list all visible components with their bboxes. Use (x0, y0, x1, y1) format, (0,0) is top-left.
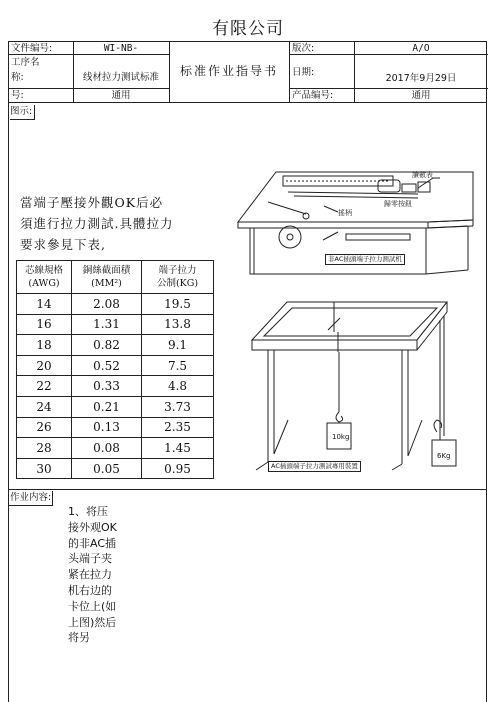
table-row: 24 0.21 3.73 (17, 396, 214, 417)
diagram-label: 图示: (10, 105, 35, 120)
note-line-1: 當端子壓接外觀OK后必 (20, 195, 164, 210)
header-area: 銅絲截面積 (MM²) (72, 261, 142, 294)
pull-test-note (20, 192, 173, 255)
model-value: 通用 (111, 90, 131, 101)
table-row: 22 0.33 4.8 (17, 376, 214, 397)
header-force: 端子拉力 公制(KG) (142, 261, 214, 294)
process-label-1: 工序名 (11, 57, 40, 68)
pull-force-table (16, 260, 214, 479)
table-row: 14 2.08 19.5 (17, 294, 214, 315)
ac-test-stand-label: AC插頭端子拉力測試專用裝置 (268, 461, 361, 472)
doc-no-value: WI-NB- (103, 43, 139, 54)
version-label: 版次: (292, 43, 315, 54)
note-line-3: 要求參見下表, (20, 237, 106, 252)
date-label: 日期: (292, 67, 315, 78)
product-value: 通用 (411, 90, 431, 101)
document-header (8, 41, 487, 103)
zero-button-label: 歸零按鈕 (384, 200, 412, 208)
header-awg: 芯線規格 (AWG) (17, 261, 72, 294)
table-row: 26 0.13 2.35 (17, 417, 214, 438)
table-row: 20 0.52 7.5 (17, 355, 214, 376)
lever-label: 搖柄 (338, 209, 352, 217)
work-content-text: 1、将压接外观OK的非AC插头端子夹紧在拉力机右边的卡位上(如上图)然后将另 (68, 505, 117, 645)
doc-no-label: 文件编号: (11, 43, 53, 54)
work-content-label: 作业内容: (9, 491, 53, 506)
process-label-2: 称: (11, 72, 24, 83)
table-row: 28 0.08 1.45 (17, 438, 214, 459)
table-row: 18 0.82 9.1 (17, 335, 214, 356)
table-row: 16 1.31 13.8 (17, 314, 214, 335)
process-value: 线材拉力测试标准 (82, 72, 159, 83)
table-header-row (17, 261, 214, 294)
pull-test-machine-label: 非AC插頭端子拉力測試机 (325, 254, 405, 265)
table-row: 30 0.05 0.95 (17, 458, 214, 479)
date-value: 2017年9月29日 (385, 73, 457, 84)
model-label: 号: (11, 90, 24, 101)
sop-title: 标准作业指导书 (179, 64, 278, 78)
weight-10kg-label: 10kg (332, 433, 350, 441)
dial-gauge-label: 讀數表 (412, 171, 433, 179)
company-name: 有限公司 (212, 19, 284, 39)
version-value: A/O (412, 43, 430, 54)
product-label: 产品编号: (292, 90, 334, 101)
note-line-2: 須進行拉力測試.具體拉力 (20, 216, 174, 231)
weight-6kg-label: 6Kg (437, 452, 451, 460)
